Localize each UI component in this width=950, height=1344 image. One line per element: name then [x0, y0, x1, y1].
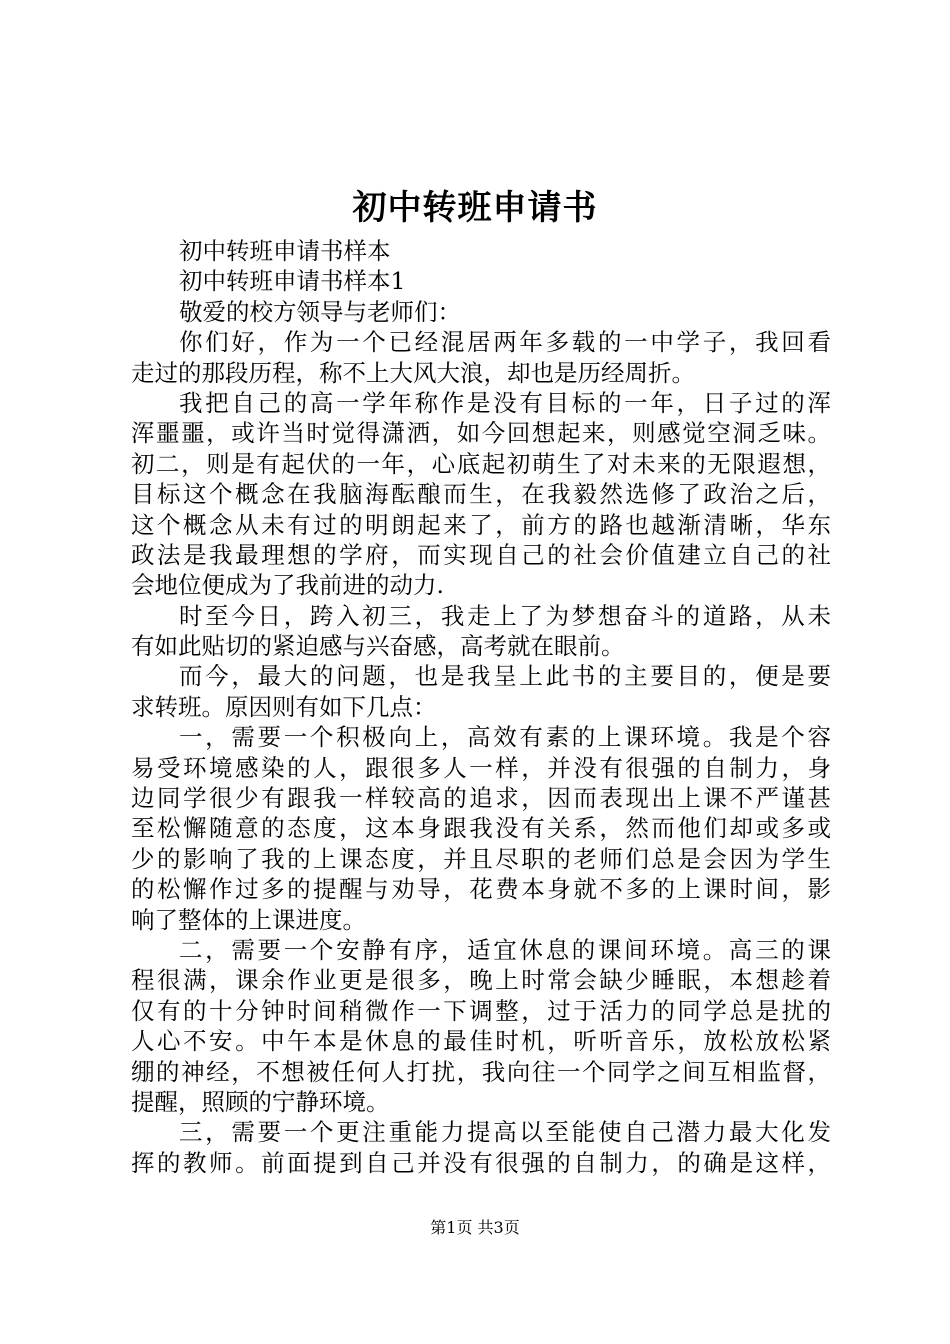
document-body	[131, 236, 831, 1178]
text-line: 人心不安。中午本是休息的最佳时机，听听音乐，放松放松紧	[131, 1027, 831, 1056]
text-line: 初二，则是有起伏的一年，心底起初萌生了对未来的无限遐想，	[131, 449, 831, 478]
text-line: 浑噩噩，或许当时觉得潇洒，如今回想起来，则感觉空洞乏味。	[131, 419, 831, 448]
text-line: 你们好，作为一个已经混居两年多载的一中学子，我回看	[179, 328, 831, 357]
text-line: 会地位便成为了我前进的动力.	[131, 571, 444, 600]
text-line: 初中转班申请书样本1	[179, 267, 406, 296]
text-line: 而今，最大的问题，也是我呈上此书的主要目的，便是要	[179, 662, 831, 691]
text-line: 敬爱的校方领导与老师们：	[179, 297, 461, 326]
text-line: 挥的教师。前面提到自己并没有很强的自制力，的确是这样，	[131, 1148, 831, 1177]
text-line: 二，需要一个安静有序，适宜休息的课间环境。高三的课	[179, 935, 831, 964]
text-line: 提醒，照顾的宁静环境。	[131, 1087, 390, 1116]
text-line: 易受环境感染的人，跟很多人一样，并没有很强的自制力，身	[131, 753, 831, 782]
text-line: 仅有的十分钟时间稍微作一下调整，过于活力的同学总是扰的	[131, 996, 831, 1025]
text-line: 程很满，课余作业更是很多，晚上时常会缺少睡眠，本想趁着	[131, 966, 831, 995]
text-line: 至松懈随意的态度，这本身跟我没有关系，然而他们却或多或	[131, 814, 831, 843]
text-line: 一，需要一个积极向上，高效有素的上课环境。我是个容	[179, 723, 831, 752]
text-line: 绷的神经，不想被任何人打扰，我向往一个同学之间互相监督，	[131, 1057, 831, 1086]
text-line: 初中转班申请书样本	[179, 237, 391, 265]
text-line: 时至今日，跨入初三，我走上了为梦想奋斗的道路，从未	[179, 601, 831, 630]
text-line: 的松懈作过多的提醒与劝导，花费本身就不多的上课时间，影	[131, 875, 831, 904]
text-line: 走过的那段历程，称不上大风大浪，却也是历经周折。	[131, 358, 695, 387]
text-line: 求转班。原因则有如下几点：	[131, 692, 437, 721]
text-line: 这个概念从未有过的明朗起来了，前方的路也越渐清晰，华东	[131, 510, 831, 539]
text-line: 响了整体的上课进度。	[131, 905, 366, 934]
text-line: 政法是我最理想的学府，而实现自己的社会价值建立自己的社	[131, 540, 831, 569]
text-line: 目标这个概念在我脑海酝酿而生，在我毅然选修了政治之后，	[131, 480, 831, 509]
page-footer: 第1页 共3页	[430, 1218, 520, 1237]
text-line: 有如此贴切的紧迫感与兴奋感，高考就在眼前。	[131, 632, 625, 661]
document-title: 初中转班申请书	[352, 188, 598, 228]
text-line: 我把自己的高一学年称作是没有目标的一年，日子过的浑	[179, 388, 831, 417]
text-line: 少的影响了我的上课态度，并且尽职的老师们总是会因为学生	[131, 844, 831, 873]
text-line: 边同学很少有跟我一样较高的追求，因而表现出上课不严谨甚	[131, 784, 831, 813]
text-line: 三，需要一个更注重能力提高以至能使自己潜力最大化发	[179, 1118, 831, 1147]
